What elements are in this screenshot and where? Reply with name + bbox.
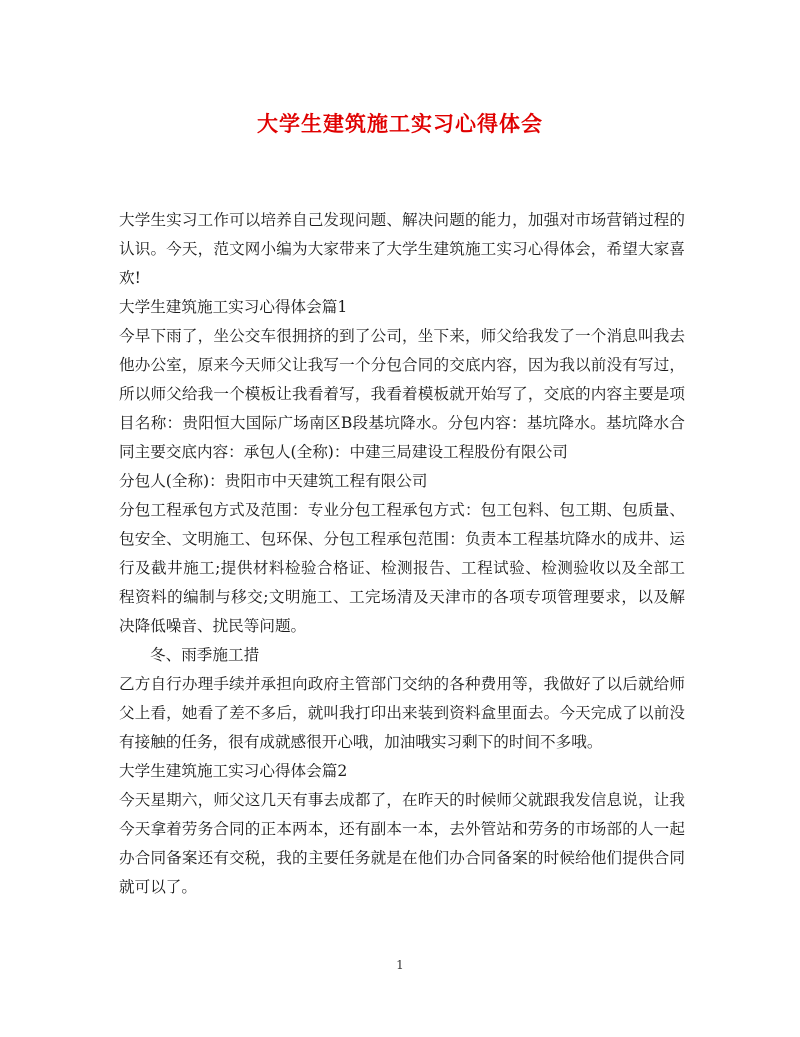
body-paragraph: 今早下雨了，坐公交车很拥挤的到了公司，坐下来，师父给我发了一个消息叫我去他办公室，原来今天师父让我写一个分包合同的交底内容，因为我以前没有写过，所以师父给我一个模板让我看着写，我看着模板就开始写了，交底的内容主要是项目名称：贵阳恒大国际广场南区B段基坑降水。分包内容：基坑降水。基坑降水合同主要交底内容：承包人(全称)：中建三局建设工程股份有限公司 bbox=[119, 327, 685, 461]
intro-paragraph: 大学生实习工作可以培养自己发现问题、解决问题的能力，加强对市场营销过程的认识。今天，范文网小编为大家带来了大学生建筑施工实习心得体会，希望大家喜欢! bbox=[119, 211, 685, 287]
section-heading-2: 大学生建筑施工实习心得体会篇2 bbox=[119, 762, 348, 780]
body-paragraph: 乙方自行办理手续并承担向政府主管部门交纳的各种费用等，我做好了以后就给师父上看，她看了差不多后，就叫我打印出来装到资料盒里面去。今天完成了以前没有接触的任务，很有成就感很开心哦，加油哦实习剩下的时间不多哦。 bbox=[119, 675, 685, 751]
section-heading-1: 大学生建筑施工实习心得体会篇1 bbox=[119, 298, 348, 316]
body-paragraph: 分包工程承包方式及范围：专业分包工程承包方式：包工包料、包工期、包质量、包安全、文明施工、包环保、分包工程承包范围：负责本工程基坑降水的成井、运行及截井施工;提供材料检验合格证、检测报告、工程试验、检测验收以及全部工程资料的编制与移交;文明施工、工完场清及天津市的各项专项管理要求，以及解决降低噪音、扰民等问题。 bbox=[119, 501, 685, 635]
body-paragraph: 今天星期六，师父这几天有事去成都了，在昨天的时候师父就跟我发信息说，让我今天拿着劳务合同的正本两本，还有副本一本，去外管站和劳务的市场部的人一起办合同备案还有交税，我的主要任务就是在他们办合同备案的时候给他们提供合同就可以了。 bbox=[119, 791, 685, 896]
page-number: 1 bbox=[396, 958, 404, 972]
body-paragraph: 分包人(全称)：贵阳市中天建筑工程有限公司 bbox=[119, 472, 428, 490]
document-body bbox=[119, 206, 685, 902]
body-paragraph: 冬、雨季施工措 bbox=[150, 646, 260, 664]
page-title: 大学生建筑施工实习心得体会 bbox=[257, 111, 543, 136]
